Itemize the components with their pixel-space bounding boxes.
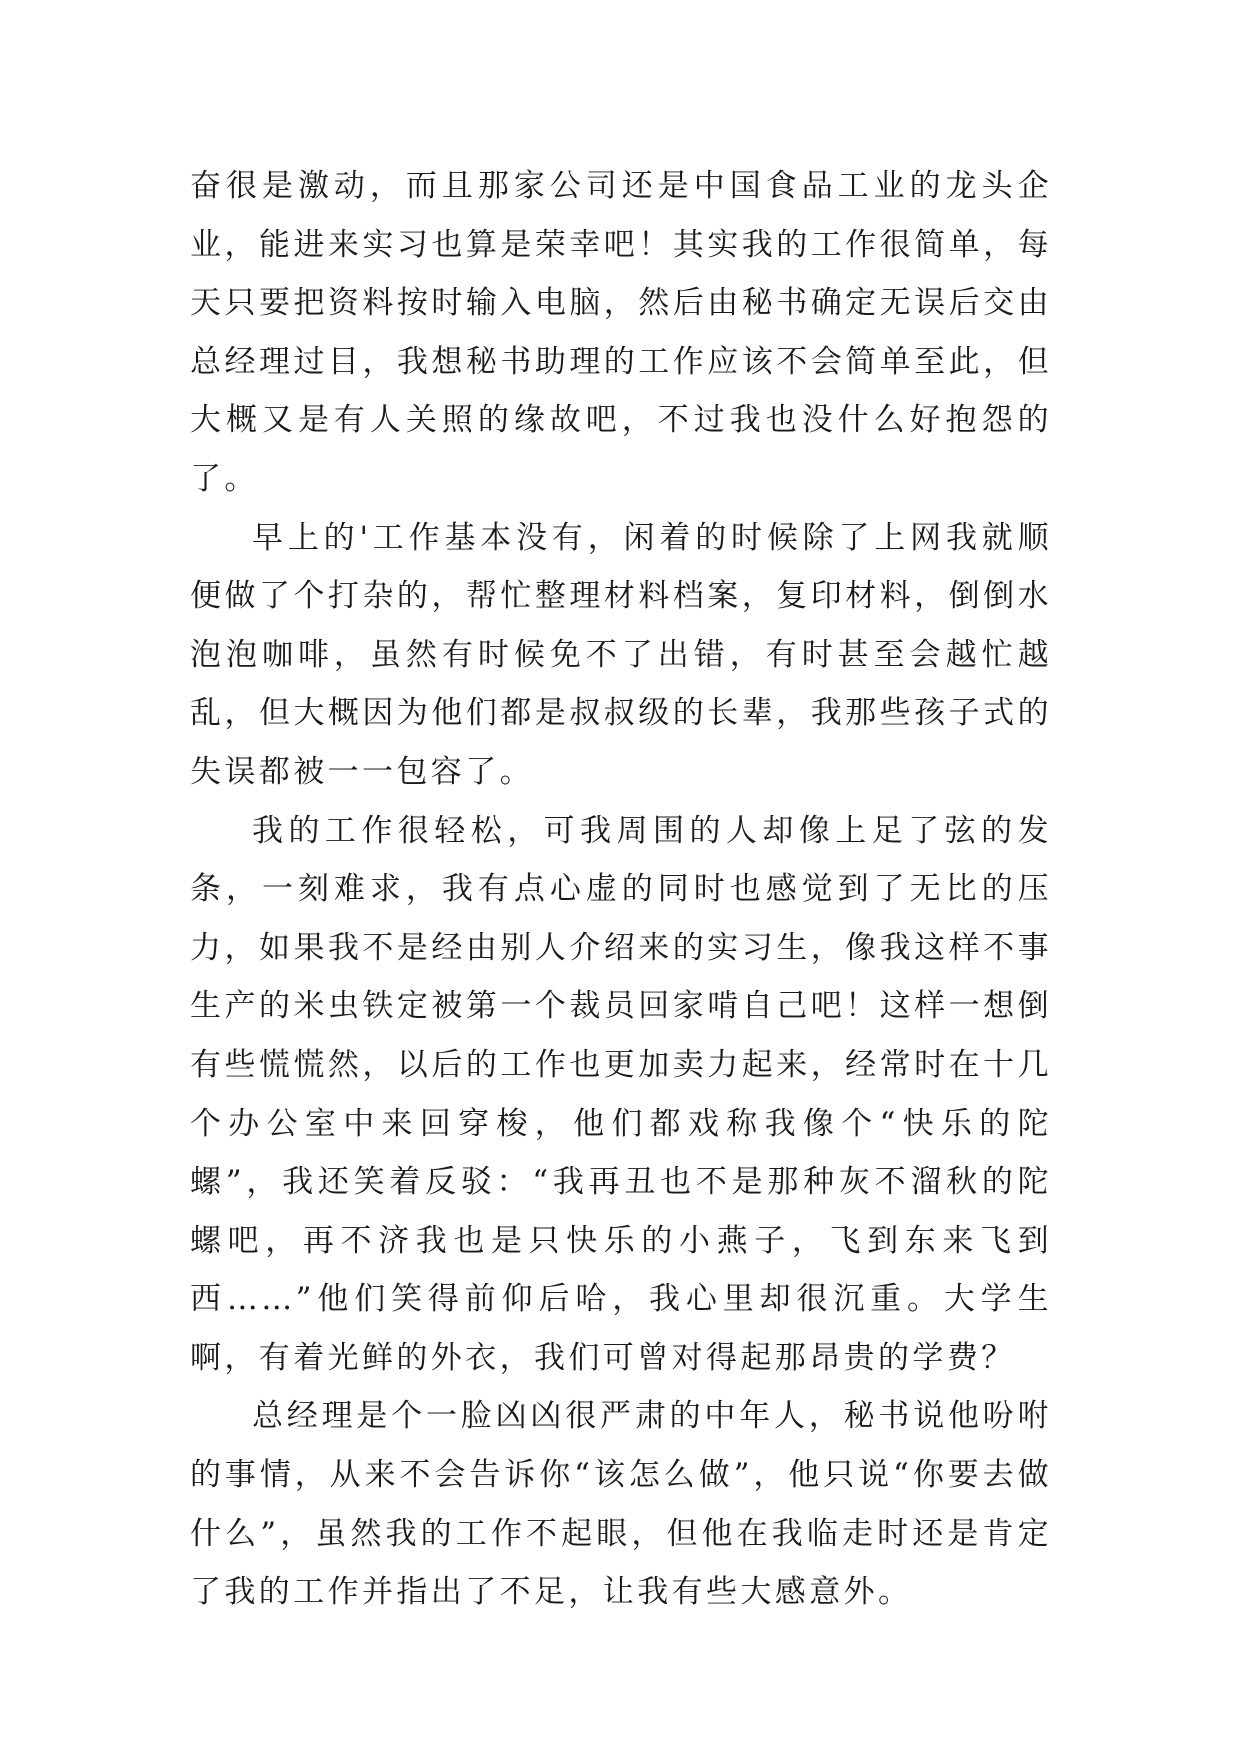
document-body (190, 157, 1052, 1622)
paragraph-4: 总经理是个一脸凶凶很严肃的中年人，秘书说他吩咐的事情，从来不会告诉你“该怎么做”，他只说“你要去做什么”，虽然我的工作不起眼，但他在我临走时还是肯定了我的工作并指出了不足，让我有些大感意外。 (190, 1398, 1052, 1611)
paragraph-1: 奋很是激动，而且那家公司还是中国食品工业的龙头企业，能进来实习也算是荣幸吧！其实我的工作很简单，每天只要把资料按时输入电脑，然后由秘书确定无误后交由总经理过目，我想秘书助理的工作应该不会简单至此，但大概又是有人关照的缘故吧，不过我也没什么好抱怨的了。 (190, 168, 1052, 497)
paragraph-2: 早上的'工作基本没有，闲着的时候除了上网我就顺便做了个打杂的，帮忙整理材料档案，复印材料，倒倒水泡泡咖啡，虽然有时候免不了出错，有时甚至会越忙越乱，但大概因为他们都是叔叔级的长辈，我那些孩子式的失误都被一一包容了。 (190, 519, 1052, 790)
paragraph-3: 我的工作很轻松，可我周围的人却像上足了弦的发条，一刻难求，我有点心虚的同时也感觉到了无比的压力，如果我不是经由别人介绍来的实习生，像我这样不事生产的米虫铁定被第一个裁员回家啃自己吧！这样一想倒有些慌慌然，以后的工作也更加卖力起来，经常时在十几个办公室中来回穿梭，他们都戏称我像个“快乐的陀螺”，我还笑着反驳：“我再丑也不是那种灰不溜秋的陀螺吧，再不济我也是只快乐的小燕子，飞到东来飞到西……”他们笑得前仰后哈，我心里却很沉重。大学生啊，有着光鲜的外衣，我们可曾对得起那昂贵的学费？ (190, 812, 1052, 1376)
